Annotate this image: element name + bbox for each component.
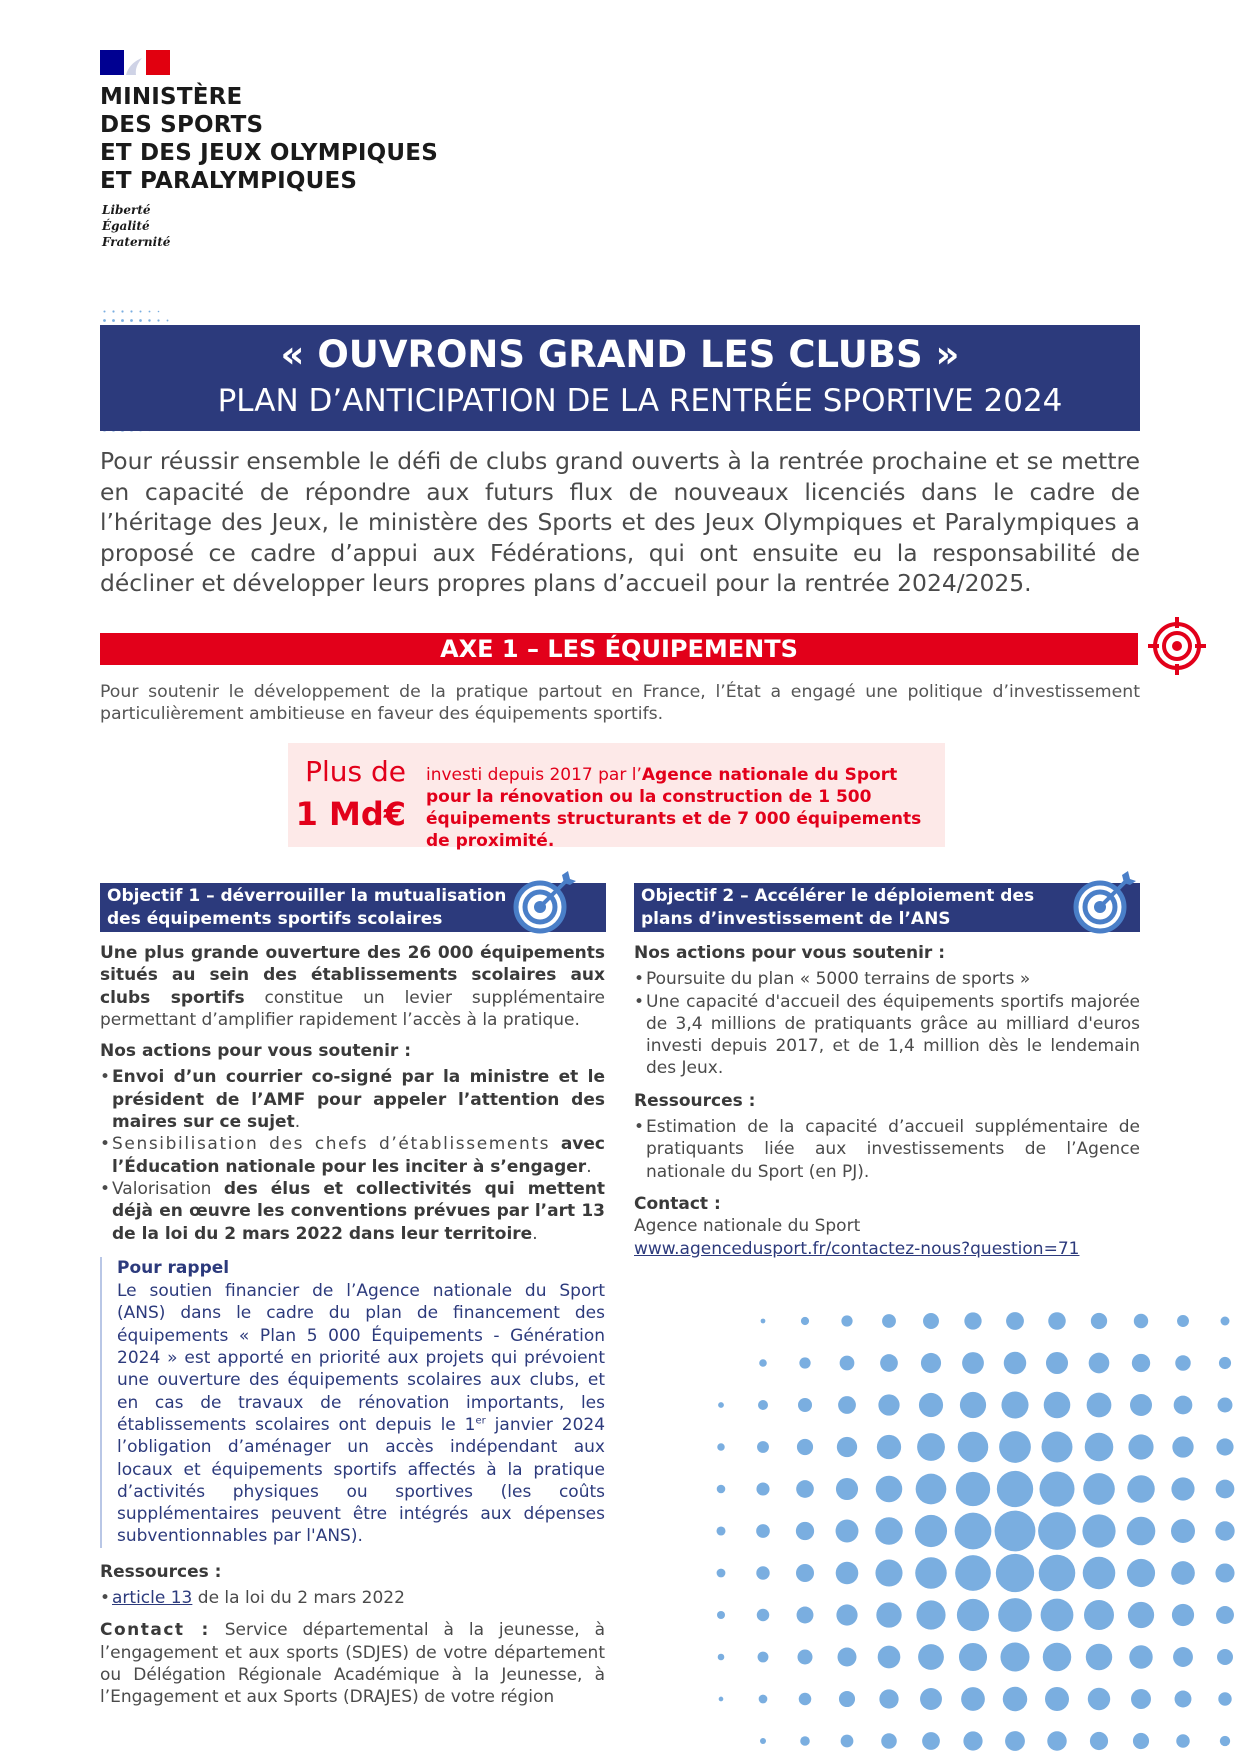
halftone-dot bbox=[758, 1652, 769, 1663]
halftone-dot bbox=[757, 1441, 769, 1453]
halftone-dot bbox=[958, 1432, 989, 1463]
list-item bbox=[100, 1066, 605, 1133]
action-end: . bbox=[532, 1223, 538, 1244]
halftone-dot bbox=[959, 1643, 987, 1671]
halftone-dot bbox=[879, 1689, 898, 1708]
halftone-dot bbox=[1175, 1355, 1190, 1370]
halftone-dot bbox=[112, 310, 114, 312]
halftone-dot bbox=[799, 1693, 812, 1706]
halftone-dot bbox=[157, 319, 159, 321]
halftone-dot bbox=[756, 1566, 769, 1579]
halftone-dot bbox=[796, 1564, 814, 1582]
halftone-dot bbox=[1215, 1521, 1234, 1540]
halftone-dot bbox=[836, 1520, 859, 1543]
halftone-dot bbox=[836, 1604, 857, 1625]
halftone-dot bbox=[838, 1648, 857, 1667]
lead-bold: Une plus grande ouverture des 26 000 équipements situés au sein des établissements scolaires aux clubs sportifs bbox=[100, 943, 605, 1008]
halftone-dot bbox=[998, 1598, 1032, 1632]
halftone-dot bbox=[1175, 1691, 1192, 1708]
objective-1-header bbox=[100, 883, 606, 932]
halftone-dot bbox=[1089, 1353, 1110, 1374]
halftone-dot bbox=[1085, 1433, 1114, 1462]
halftone-dot bbox=[1082, 1514, 1115, 1547]
halftone-dot bbox=[840, 1356, 855, 1371]
halftone-dot bbox=[103, 310, 105, 312]
action-end: . bbox=[294, 1112, 301, 1133]
halftone-dot bbox=[1171, 1477, 1194, 1500]
action-bold: des élus et collectivités qui mettent déjà en œuvre les conventions prévues par l’art 13 de la loi du 2 mars 2022 dans leur territoire bbox=[112, 1178, 606, 1244]
halftone-dot bbox=[797, 1607, 814, 1624]
halftone-dot bbox=[717, 1569, 726, 1578]
halftone-dot bbox=[1039, 1471, 1074, 1506]
halftone-dot bbox=[963, 1731, 982, 1750]
objective-1-lead bbox=[100, 942, 605, 1031]
halftone-dot bbox=[961, 1687, 985, 1711]
halftone-dot bbox=[1172, 1604, 1194, 1626]
ans-contact-link[interactable]: www.agencedusport.fr/contactez-nous?question=71 bbox=[634, 1238, 1080, 1259]
contact-label: Contact : bbox=[100, 1620, 210, 1641]
halftone-dot bbox=[1174, 1396, 1193, 1415]
halftone-dot bbox=[799, 1357, 810, 1368]
halftone-dot bbox=[1128, 1434, 1153, 1459]
lead-rest: constitue un levier supplémentaire permettant d’amplifier rapidement l’accès à la pratique. bbox=[100, 987, 605, 1030]
halftone-dot bbox=[1131, 1689, 1151, 1709]
halftone-dot bbox=[1003, 1687, 1027, 1711]
halftone-dot bbox=[1130, 1394, 1152, 1416]
halftone-dot bbox=[997, 1471, 1033, 1507]
halftone-dot bbox=[996, 1554, 1034, 1592]
halftone-dot bbox=[139, 319, 142, 322]
halftone-dot bbox=[139, 310, 141, 312]
halftone-dot bbox=[758, 1400, 768, 1410]
ministry-line: DES SPORTS bbox=[100, 112, 264, 138]
section-intro: Pour soutenir le développement de la pratique partout en France, l’État a engagé une politique d’investissement particulièrement ambitieuse en faveur des équipements sportifs. bbox=[100, 682, 1140, 724]
halftone-dot bbox=[1087, 1393, 1112, 1418]
halftone-dot bbox=[839, 1691, 855, 1707]
actions-heading: Nos actions pour vous soutenir : bbox=[100, 1041, 412, 1062]
halftone-dot bbox=[1047, 1731, 1066, 1750]
target-icon bbox=[1148, 617, 1206, 675]
halftone-dot bbox=[130, 319, 133, 322]
objective-1-body bbox=[100, 942, 605, 1718]
halftone-dot bbox=[876, 1476, 903, 1503]
halftone-dot bbox=[920, 1688, 942, 1710]
resources-heading: Ressources : bbox=[634, 1090, 756, 1111]
action-end: . bbox=[586, 1156, 592, 1177]
halftone-dot bbox=[760, 1738, 766, 1744]
contact-block bbox=[100, 1619, 605, 1708]
halftone-dot bbox=[1216, 1438, 1233, 1455]
halftone-dot bbox=[962, 1352, 984, 1374]
halftone-dot bbox=[1083, 1557, 1116, 1590]
halftone-dot bbox=[1171, 1519, 1195, 1543]
halftone-dot bbox=[1173, 1647, 1193, 1667]
halftone-dot bbox=[995, 1511, 1036, 1552]
halftone-dot bbox=[1084, 1600, 1114, 1630]
contact-text: Service départemental à la jeunesse, à l’engagement et aux sports (SDJES) de votre département ou Délégation Régionale Académique à la Jeunesse, à l’Engagement et aux Sports (DRAJES) de votre région bbox=[100, 1620, 606, 1708]
halftone-dot bbox=[918, 1644, 944, 1670]
halftone-dot bbox=[837, 1437, 857, 1457]
key-figure-text bbox=[426, 764, 936, 852]
resource-rest: de la loi du 2 mars 2022 bbox=[192, 1588, 405, 1609]
halftone-dot bbox=[955, 1513, 992, 1550]
republic-motto bbox=[102, 202, 170, 250]
halftone-dot bbox=[1127, 1559, 1155, 1587]
halftone-dot bbox=[836, 1478, 858, 1500]
halftone-dot bbox=[1127, 1475, 1155, 1503]
halftone-dot bbox=[1172, 1436, 1193, 1457]
halftone-dot bbox=[1128, 1602, 1154, 1628]
halftone-dot bbox=[1005, 1731, 1025, 1751]
halftone-dot bbox=[956, 1472, 990, 1506]
halftone-dot bbox=[1218, 1692, 1231, 1705]
halftone-dot bbox=[957, 1599, 989, 1631]
halftone-dot bbox=[1000, 1642, 1029, 1671]
dartboard-icon bbox=[1072, 869, 1138, 935]
actions-heading: Nos actions pour vous soutenir : bbox=[634, 943, 946, 963]
resources-heading: Ressources : bbox=[100, 1561, 222, 1582]
title-banner bbox=[100, 325, 1140, 431]
key-figure-prefix: Plus de bbox=[305, 755, 406, 788]
action-bold: avec l’Éducation nationale pour les inciter à s’engager bbox=[112, 1134, 605, 1177]
halftone-dots-decoration bbox=[700, 1300, 1240, 1754]
halftone-dot bbox=[876, 1602, 901, 1627]
halftone-dot bbox=[759, 1359, 767, 1367]
list-item bbox=[100, 1587, 605, 1609]
halftone-dot bbox=[1221, 1317, 1230, 1326]
section-heading-axe-1: AXE 1 – LES ÉQUIPEMENTS bbox=[100, 633, 1138, 665]
halftone-dot bbox=[800, 1736, 810, 1746]
halftone-dot bbox=[756, 1482, 769, 1495]
reminder-box bbox=[100, 1257, 605, 1548]
halftone-dot bbox=[875, 1559, 902, 1586]
halftone-dot bbox=[130, 310, 132, 312]
halftone-dot bbox=[919, 1393, 943, 1417]
contact-org: Agence nationale du Sport bbox=[634, 1216, 861, 1237]
halftone-dot bbox=[1039, 1555, 1076, 1592]
article-13-link[interactable]: article 13 bbox=[112, 1588, 193, 1609]
halftone-dot bbox=[1219, 1357, 1231, 1369]
halftone-dot bbox=[880, 1354, 898, 1372]
action-normal: Sensibilisation des chefs d’établissements bbox=[112, 1134, 561, 1155]
page-subtitle: PLAN D’ANTICIPATION DE LA RENTRÉE SPORTIVE 2024 bbox=[217, 383, 1063, 419]
halftone-dot bbox=[717, 1611, 725, 1619]
ministry-line: MINISTÈRE bbox=[100, 84, 243, 110]
list-item: • Une capacité d'accueil des équipements sportifs majorée de 3,4 millions de pratiquants grâce au milliard d'euros investi depuis 2017, et de 1,4 million dès le lendemain des Jeux. bbox=[634, 991, 1140, 1080]
halftone-dot bbox=[1046, 1352, 1068, 1374]
halftone-dot bbox=[1218, 1398, 1233, 1413]
halftone-dot bbox=[917, 1433, 945, 1461]
halftone-dot bbox=[718, 1654, 725, 1661]
halftone-dot bbox=[1088, 1688, 1110, 1710]
halftone-dot bbox=[878, 1646, 901, 1669]
halftone-dot bbox=[103, 319, 106, 322]
halftone-dot bbox=[1091, 1313, 1107, 1329]
list-item: • Estimation de la capacité d’accueil supplémentaire de pratiquants liée aux investissements de l’Agence nationale du Sport (en PJ). bbox=[634, 1116, 1140, 1183]
halftone-dot bbox=[796, 1522, 814, 1540]
halftone-dot bbox=[1042, 1432, 1073, 1463]
list-item: • Poursuite du plan « 5000 terrains de sports » bbox=[634, 968, 1140, 990]
halftone-dot bbox=[881, 1733, 897, 1749]
halftone-dot bbox=[1044, 1392, 1071, 1419]
key-figure-amount: 1 Md€ bbox=[295, 795, 406, 833]
halftone-dot bbox=[1129, 1645, 1152, 1668]
halftone-dot bbox=[1216, 1606, 1234, 1624]
halftone-dot bbox=[761, 1319, 766, 1324]
resources-list bbox=[100, 1587, 605, 1609]
halftone-dot bbox=[796, 1480, 814, 1498]
halftone-dot bbox=[1004, 1352, 1026, 1374]
halftone-dot bbox=[1127, 1517, 1156, 1546]
halftone-dot bbox=[718, 1402, 724, 1408]
halftone-dot bbox=[1216, 1480, 1235, 1499]
key-figure-box bbox=[288, 743, 945, 851]
halftone-dot bbox=[717, 1485, 726, 1494]
halftone-dot bbox=[1045, 1687, 1069, 1711]
halftone-dot bbox=[797, 1649, 812, 1664]
halftone-dot bbox=[719, 1697, 724, 1702]
actions-list bbox=[100, 1066, 605, 1244]
halftone-dot bbox=[841, 1315, 852, 1326]
halftone-dot bbox=[1132, 1354, 1150, 1372]
halftone-dot bbox=[1006, 1312, 1024, 1330]
motto-line: Liberté bbox=[102, 203, 151, 217]
halftone-dot bbox=[921, 1353, 941, 1373]
halftone-dot bbox=[757, 1609, 769, 1621]
halftone-dot bbox=[916, 1600, 945, 1629]
halftone-dot bbox=[717, 1443, 724, 1450]
halftone-dot bbox=[1171, 1561, 1195, 1585]
halftone-dot bbox=[1176, 1734, 1189, 1747]
dartboard-icon bbox=[512, 869, 578, 935]
halftone-dot bbox=[1177, 1315, 1189, 1327]
objective-2-title: Objectif 2 – Accélérer le déploiement des plans d’investissement de l’ANS bbox=[641, 886, 1035, 929]
halftone-dot bbox=[158, 311, 160, 313]
halftone-dot bbox=[1043, 1643, 1071, 1671]
resources-list bbox=[634, 1116, 1140, 1183]
key-figure-text-bold: Agence nationale du Sport pour la rénovation ou la construction de 1 500 équipements structurants et de 7 000 équipements de proximité. bbox=[426, 765, 922, 851]
reminder-heading: Pour rappel bbox=[117, 1257, 230, 1278]
reminder-text-part: janvier 2024 l’obligation d’aménager un accès indépendant aux locaux et équipements sportifs affectés à la pratique d’activités physiques ou sportives (les coûts supplémentaires peuvent être intégrés aux dépenses subventionnables par l'ANS). bbox=[117, 1414, 606, 1547]
objective-1-title: Objectif 1 – déverrouiller la mutualisation des équipements sportifs scolaires bbox=[107, 886, 507, 929]
halftone-dot bbox=[915, 1557, 947, 1589]
ministry-line: ET PARALYMPIQUES bbox=[100, 168, 358, 194]
halftone-dot bbox=[756, 1524, 770, 1538]
halftone-dot bbox=[797, 1439, 813, 1455]
halftone-dot bbox=[916, 1474, 947, 1505]
halftone-dot bbox=[1220, 1736, 1230, 1746]
halftone-dot bbox=[1217, 1649, 1233, 1665]
halftone-dot bbox=[960, 1392, 986, 1418]
motto-line: Fraternité bbox=[102, 235, 171, 249]
halftone-dot bbox=[841, 1735, 854, 1748]
halftone-dot bbox=[801, 1317, 809, 1325]
halftone-dot bbox=[1038, 1512, 1076, 1550]
superscript: er bbox=[475, 1415, 486, 1427]
halftone-dot bbox=[882, 1314, 896, 1328]
halftone-dot bbox=[1086, 1644, 1112, 1670]
action-bold: Envoi d’un courrier co-signé par la ministre et le président de l’AMF pour appeler l’attention des maires sur ce sujet bbox=[112, 1067, 605, 1133]
objective-2-header bbox=[634, 883, 1140, 932]
halftone-dot bbox=[167, 320, 169, 322]
halftone-dot bbox=[964, 1312, 981, 1329]
halftone-dot bbox=[759, 1695, 768, 1704]
objective-2-body bbox=[634, 942, 1140, 1260]
halftone-dot bbox=[798, 1398, 812, 1412]
contact-label: Contact : bbox=[634, 1193, 721, 1214]
halftone-dot bbox=[836, 1562, 859, 1585]
reminder-text-part: Le soutien financier de l’Agence nationale du Sport (ANS) dans le cadre du plan de financement des équipements « Plan 5 000 Équipements - Génération 2024 » est apporté en priorité aux projets qui prévoient une ouverture des équipements scolaires aux clubs, et en cas de travaux de rénovation importants, les établissements scolaires ont depuis le 1 bbox=[117, 1281, 605, 1435]
halftone-dot bbox=[112, 319, 115, 322]
halftone-dot bbox=[148, 319, 150, 321]
marianne-flag-logo bbox=[100, 50, 170, 75]
motto-line: Égalité bbox=[102, 219, 150, 233]
halftone-dot bbox=[1041, 1599, 1074, 1632]
halftone-dot bbox=[716, 1526, 725, 1535]
ministry-line: ET DES JEUX OLYMPIQUES bbox=[100, 140, 438, 166]
halftone-dot bbox=[878, 1394, 899, 1415]
halftone-dot bbox=[1133, 1733, 1149, 1749]
list-item bbox=[100, 1178, 605, 1245]
list-item bbox=[100, 1133, 605, 1178]
halftone-dot bbox=[1001, 1391, 1028, 1418]
halftone-dot bbox=[999, 1431, 1031, 1463]
halftone-dot bbox=[922, 1732, 940, 1750]
action-normal: Valorisation bbox=[112, 1178, 224, 1199]
actions-list bbox=[634, 968, 1140, 1079]
halftone-dot bbox=[915, 1515, 947, 1547]
key-figure-text-normal: investi depuis 2017 par l’ bbox=[426, 765, 642, 785]
intro-paragraph: Pour réussir ensemble le défi de clubs grand ouverts à la rentrée prochaine et se mettre en capacité de répondre aux futurs flux de nouveaux licenciés dans le cadre de l’héritage des Jeux, le ministère des Sports et des Jeux Olympiques et Paralympiques a proposé ce cadre d’appui aux Fédérations, qui ont ensuite eu la responsabilité de décliner et développer leurs propres plans d’accueil pour la rentrée 2024/2025. bbox=[100, 447, 1140, 597]
halftone-dot bbox=[955, 1555, 991, 1591]
halftone-dot bbox=[1090, 1732, 1108, 1750]
halftone-dot bbox=[149, 311, 151, 313]
reminder-text bbox=[117, 1280, 605, 1548]
halftone-dot bbox=[1083, 1473, 1115, 1505]
ministry-name bbox=[100, 83, 438, 195]
halftone-dot bbox=[1134, 1314, 1148, 1328]
halftone-dot bbox=[877, 1435, 901, 1459]
halftone-dot bbox=[1215, 1563, 1234, 1582]
halftone-dot bbox=[923, 1313, 939, 1329]
halftone-dot bbox=[121, 319, 124, 322]
halftone-dot bbox=[121, 310, 123, 312]
halftone-dot bbox=[1048, 1312, 1066, 1330]
halftone-dot bbox=[838, 1396, 856, 1414]
page-title: « OUVRONS GRAND LES CLUBS » bbox=[280, 333, 960, 376]
halftone-dot bbox=[875, 1517, 903, 1545]
